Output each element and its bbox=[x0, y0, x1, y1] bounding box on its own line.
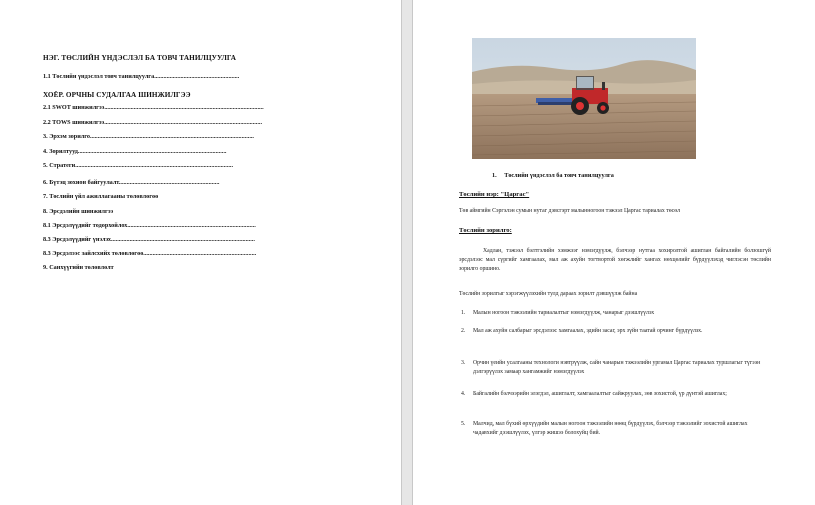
list-text: Мал аж ахуйн салбарыг эрсдэлээс хамгаалах, эдийн засаг, эрх зүйн таатай орчинг бүрдүүлэх. bbox=[473, 328, 703, 334]
list-item bbox=[459, 420, 771, 438]
list-item bbox=[459, 359, 771, 377]
list-text: Малын ногоон тэжээлийн тариалалтыг нэмэгдүүлж, чанарыг дээшлүүлэх bbox=[473, 310, 655, 316]
toc-entry[interactable]: 6. Бүтэц зохион байгуулалт................................................................. bbox=[43, 179, 220, 186]
toc-entry[interactable]: 8. Эрсдэлийн шинжилгээ bbox=[43, 208, 114, 215]
toc-entry[interactable]: 8.3 Эрсдэлүүдийг үнэлэх............................................................................................. bbox=[43, 236, 255, 243]
toc-entry[interactable]: 1.1 Төслийн үндэслэл товч танилцуулга....................................................... bbox=[43, 73, 240, 80]
goal-heading: Төслийн зорилго: bbox=[459, 227, 512, 234]
toc-entry[interactable]: 5. Стратеги...................................................................................................... bbox=[43, 162, 234, 169]
list-text: Байгалийн бэлчээрийн элэгдэл, ашиглалт, хамгаалалтыг сайжруулах, зөв зохистой, үр дүнтэй ашиглах; bbox=[473, 391, 727, 397]
toc-heading-1[interactable]: НЭГ. ТӨСЛИЙН ҮНДЭСЛЭЛ БА ТОВЧ ТАНИЛЦУУЛГА bbox=[43, 54, 237, 62]
toc-entry[interactable]: 9. Санхүүгийн төлөвлөлт bbox=[43, 264, 114, 271]
list-number: 4. bbox=[461, 391, 466, 397]
toc-entry[interactable]: 8.1 Эрсдэлүүдийг тодорхойлох................................................................................... bbox=[43, 222, 256, 229]
list-number: 2. bbox=[461, 328, 466, 334]
list-number: 1. bbox=[461, 310, 466, 316]
goal-paragraph: Хадлан, тэжээл бэлтгэлийн хэмжээг нэмэгдүүлж, бэлчээр нутгаа хохиролтой ашиглан байгалийн болзошгүй эрсдэлээс мал сүргийг хамгаалах, мал аж ахуйн тогтвортой хөгжлийг хангах нөхцөлийг бүрдүүлэхэд чиглэсэн төслийн зорилго оршино. bbox=[459, 248, 771, 272]
list-item bbox=[459, 309, 771, 318]
list-item bbox=[459, 327, 771, 336]
list-text: Малчид, мал бүхий өрхүүдийн малын ногоон тэжээлийн нөөц бүрдүүлэх, бэлчээр тэжээлийг зохистой ашиглах чадавхийг дээшлүүлэх, үлгэр жишээ болохуйц бий. bbox=[473, 421, 748, 436]
project-name-text: Төв аймгийн Сэргэлэн сумын нутаг дэвсгэрт малынногоон тэжээл Царгас тариалах төсөл bbox=[459, 208, 681, 214]
toc-entry[interactable]: 2.2 TOWS шинжилгээ...................................................................................................... bbox=[43, 119, 262, 126]
toc-entry[interactable]: 8.3 Эрсдэлээс зайлсхийх төлөвлөгөө......................................................................... bbox=[43, 250, 257, 257]
tasks-intro: Төслийн зорилгыг хэрэгжүүлэхийн тулд дараах зорилт дэвшүүлж байна bbox=[459, 291, 638, 297]
page-gutter bbox=[401, 0, 413, 505]
caption-number: 1. bbox=[492, 172, 497, 179]
list-number: 3. bbox=[461, 360, 466, 366]
toc-entry[interactable]: 2.1 SWOT шинжилгээ....................................................................................................... bbox=[43, 104, 264, 111]
list-item bbox=[459, 390, 771, 399]
project-name-heading: Төслийн нэр: "Царгас" bbox=[459, 191, 530, 198]
toc-entry[interactable]: 4. Зорилтууд................................................................................................ bbox=[43, 148, 227, 155]
caption-text: Төслийн үндэслэл ба товч танилцуулга bbox=[504, 172, 614, 179]
list-number: 5. bbox=[461, 421, 466, 427]
list-text: Орчин үеийн усалгааны технологи нэвтрүүлж, сайн чанарын тэжээлийн ургамал Царгас тариалах туршлагыг түгээн дэлгэрүүлэх замаар хангамжийг нэмэгдүүлэх bbox=[473, 360, 761, 375]
document-page-left bbox=[0, 0, 401, 505]
figure-caption bbox=[492, 172, 614, 179]
toc-entry[interactable]: 3. Эрхэм зорилго.......................................................................................................... bbox=[43, 133, 254, 140]
tractor-field-photo bbox=[472, 38, 696, 159]
toc-heading-2[interactable]: ХОЁР. ОРЧНЫ СУДАЛГАА ШИНЖИЛГЭЭ bbox=[43, 91, 191, 99]
toc-entry[interactable]: 7. Төслийн үйл ажиллагааны төлөвлөгөө bbox=[43, 193, 159, 200]
